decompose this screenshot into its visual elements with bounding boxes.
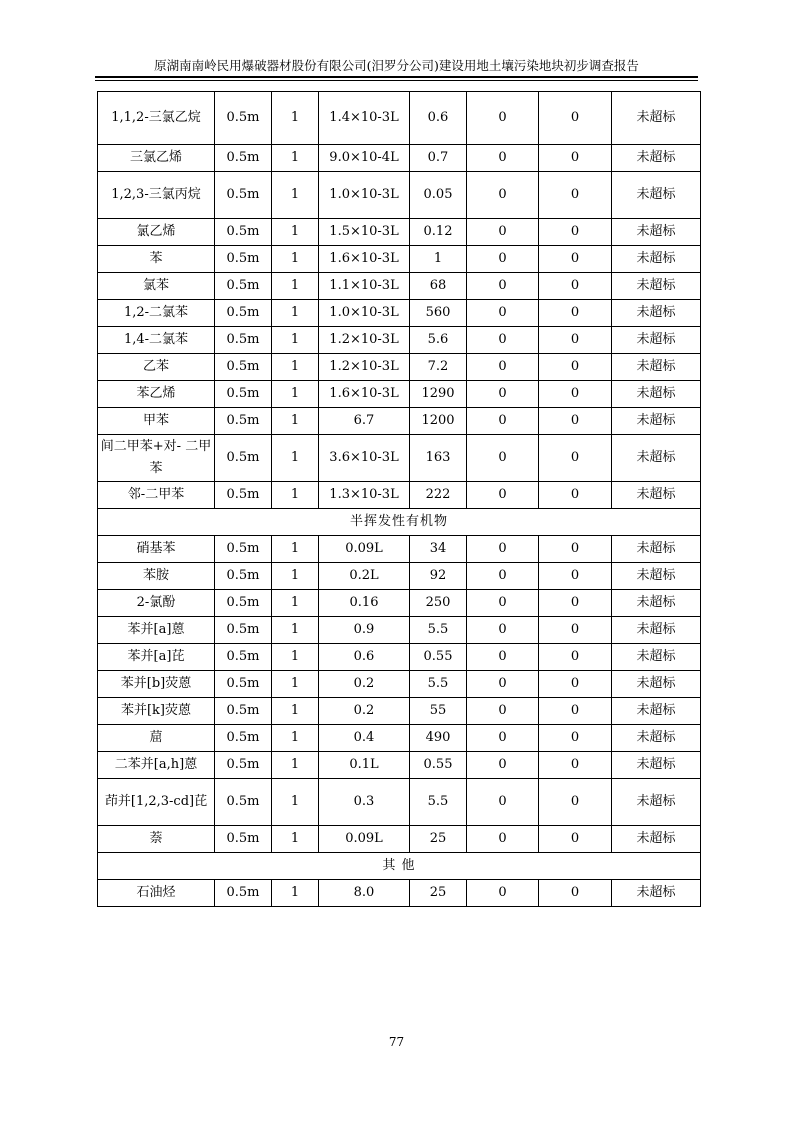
sample-count: 1 <box>272 698 319 725</box>
sample-count: 1 <box>272 435 319 482</box>
pollutant-name: 邻-二甲苯 <box>98 482 215 509</box>
detection-limit: 0.09L <box>319 826 410 853</box>
exceed-rate: 0 <box>539 300 612 327</box>
sample-depth: 0.5m <box>215 273 272 300</box>
exceed-rate: 0 <box>539 246 612 273</box>
exceed-rate: 0 <box>539 172 612 219</box>
sample-depth: 0.5m <box>215 435 272 482</box>
screening-value: 0.6 <box>410 92 467 145</box>
detection-limit: 0.2L <box>319 563 410 590</box>
detection-limit: 1.6×10-3L <box>319 246 410 273</box>
sample-count: 1 <box>272 671 319 698</box>
sample-depth: 0.5m <box>215 590 272 617</box>
exceed-count: 0 <box>467 590 539 617</box>
table-row <box>98 172 701 219</box>
result-status: 未超标 <box>612 246 701 273</box>
exceed-count: 0 <box>467 273 539 300</box>
table-row <box>98 354 701 381</box>
exceed-count: 0 <box>467 725 539 752</box>
result-status: 未超标 <box>612 300 701 327</box>
table-row <box>98 617 701 644</box>
table-row <box>98 327 701 354</box>
screening-value: 5.5 <box>410 779 467 826</box>
table-row <box>98 826 701 853</box>
table-row <box>98 563 701 590</box>
table-row <box>98 671 701 698</box>
result-status: 未超标 <box>612 408 701 435</box>
pollutant-name: 氯苯 <box>98 273 215 300</box>
table-row <box>98 752 701 779</box>
result-status: 未超标 <box>612 145 701 172</box>
table-row <box>98 435 701 482</box>
screening-value: 68 <box>410 273 467 300</box>
header-rule-thick <box>95 76 698 78</box>
result-status: 未超标 <box>612 779 701 826</box>
page-number: 77 <box>388 1035 405 1049</box>
exceed-count: 0 <box>467 354 539 381</box>
sample-count: 1 <box>272 563 319 590</box>
exceed-rate: 0 <box>539 644 612 671</box>
sample-count: 1 <box>272 273 319 300</box>
sample-depth: 0.5m <box>215 408 272 435</box>
pollutant-name: 三氯乙烯 <box>98 145 215 172</box>
detection-limit: 0.2 <box>319 698 410 725</box>
result-status: 未超标 <box>612 482 701 509</box>
section-heading: 半挥发性有机物 <box>98 509 701 536</box>
detection-limit: 8.0 <box>319 880 410 907</box>
screening-value: 5.5 <box>410 617 467 644</box>
result-status: 未超标 <box>612 563 701 590</box>
exceed-rate: 0 <box>539 752 612 779</box>
sample-count: 1 <box>272 880 319 907</box>
detection-limit: 1.5×10-3L <box>319 219 410 246</box>
report-header: 原湖南南岭民用爆破器材股份有限公司(汨罗分公司)建设用地土壤污染地块初步调查报告 <box>154 58 639 73</box>
sample-depth: 0.5m <box>215 145 272 172</box>
screening-value: 34 <box>410 536 467 563</box>
exceed-count: 0 <box>467 92 539 145</box>
exceed-rate: 0 <box>539 826 612 853</box>
table-row <box>98 92 701 145</box>
sample-depth: 0.5m <box>215 880 272 907</box>
table-row <box>98 590 701 617</box>
exceed-rate: 0 <box>539 590 612 617</box>
table-row <box>98 273 701 300</box>
detection-limit: 0.6 <box>319 644 410 671</box>
sample-count: 1 <box>272 246 319 273</box>
sample-depth: 0.5m <box>215 563 272 590</box>
screening-value: 1290 <box>410 381 467 408</box>
pollutant-name: 间二甲苯+对- 二甲苯 <box>98 435 215 482</box>
result-status: 未超标 <box>612 172 701 219</box>
result-status: 未超标 <box>612 381 701 408</box>
sample-depth: 0.5m <box>215 536 272 563</box>
pollutant-name: 茚并[1,2,3-cd]芘 <box>98 779 215 826</box>
exceed-rate: 0 <box>539 536 612 563</box>
result-status: 未超标 <box>612 752 701 779</box>
exceed-count: 0 <box>467 536 539 563</box>
screening-value: 163 <box>410 435 467 482</box>
result-status: 未超标 <box>612 617 701 644</box>
exceed-rate: 0 <box>539 145 612 172</box>
result-status: 未超标 <box>612 725 701 752</box>
table-row <box>98 536 701 563</box>
screening-value: 5.5 <box>410 671 467 698</box>
sample-depth: 0.5m <box>215 381 272 408</box>
exceed-count: 0 <box>467 617 539 644</box>
sample-depth: 0.5m <box>215 617 272 644</box>
result-status: 未超标 <box>612 536 701 563</box>
exceed-count: 0 <box>467 563 539 590</box>
pollutant-name: 1,1,2-三氯乙烷 <box>98 92 215 145</box>
detection-limit: 1.2×10-3L <box>319 327 410 354</box>
detection-limit: 1.3×10-3L <box>319 482 410 509</box>
sample-count: 1 <box>272 826 319 853</box>
sample-depth: 0.5m <box>215 300 272 327</box>
exceed-rate: 0 <box>539 435 612 482</box>
pollutant-name: 1,4-二氯苯 <box>98 327 215 354</box>
sample-count: 1 <box>272 172 319 219</box>
screening-value: 0.05 <box>410 172 467 219</box>
exceed-rate: 0 <box>539 671 612 698</box>
table-row <box>98 408 701 435</box>
pollutant-name: 甲苯 <box>98 408 215 435</box>
result-status: 未超标 <box>612 826 701 853</box>
screening-value: 1200 <box>410 408 467 435</box>
exceed-count: 0 <box>467 327 539 354</box>
sample-count: 1 <box>272 779 319 826</box>
pollutant-name: 萘 <box>98 826 215 853</box>
exceed-count: 0 <box>467 644 539 671</box>
exceed-count: 0 <box>467 435 539 482</box>
screening-value: 250 <box>410 590 467 617</box>
exceed-count: 0 <box>467 408 539 435</box>
sample-depth: 0.5m <box>215 92 272 145</box>
screening-value: 25 <box>410 826 467 853</box>
exceed-count: 0 <box>467 826 539 853</box>
sample-count: 1 <box>272 92 319 145</box>
sample-depth: 0.5m <box>215 246 272 273</box>
screening-value: 1 <box>410 246 467 273</box>
table-row <box>98 779 701 826</box>
pollutant-name: 苯乙烯 <box>98 381 215 408</box>
sample-depth: 0.5m <box>215 644 272 671</box>
table-row <box>98 644 701 671</box>
sample-depth: 0.5m <box>215 172 272 219</box>
sample-count: 1 <box>272 482 319 509</box>
pollutant-name: 硝基苯 <box>98 536 215 563</box>
result-status: 未超标 <box>612 880 701 907</box>
pollutant-name: 䓛 <box>98 725 215 752</box>
table-row <box>98 145 701 172</box>
exceed-count: 0 <box>467 779 539 826</box>
pollutant-name: 苯并[a]芘 <box>98 644 215 671</box>
result-status: 未超标 <box>612 644 701 671</box>
pollutant-name: 1,2,3-三氯丙烷 <box>98 172 215 219</box>
section-row-svoc <box>98 509 701 536</box>
result-status: 未超标 <box>612 435 701 482</box>
result-status: 未超标 <box>612 92 701 145</box>
result-status: 未超标 <box>612 327 701 354</box>
detection-limit: 0.3 <box>319 779 410 826</box>
table-row <box>98 482 701 509</box>
pollutant-name: 1,2-二氯苯 <box>98 300 215 327</box>
sample-depth: 0.5m <box>215 826 272 853</box>
exceed-rate: 0 <box>539 725 612 752</box>
exceed-rate: 0 <box>539 408 612 435</box>
detection-limit: 0.9 <box>319 617 410 644</box>
screening-value: 7.2 <box>410 354 467 381</box>
screening-value: 0.55 <box>410 752 467 779</box>
screening-value: 5.6 <box>410 327 467 354</box>
sample-depth: 0.5m <box>215 752 272 779</box>
detection-limit: 1.1×10-3L <box>319 273 410 300</box>
exceed-rate: 0 <box>539 482 612 509</box>
exceed-rate: 0 <box>539 617 612 644</box>
screening-value: 0.12 <box>410 219 467 246</box>
exceed-rate: 0 <box>539 327 612 354</box>
sample-depth: 0.5m <box>215 725 272 752</box>
pollutant-name: 2-氯酚 <box>98 590 215 617</box>
exceed-count: 0 <box>467 219 539 246</box>
exceed-count: 0 <box>467 246 539 273</box>
exceed-rate: 0 <box>539 273 612 300</box>
detection-limit: 3.6×10-3L <box>319 435 410 482</box>
exceed-rate: 0 <box>539 92 612 145</box>
table-row <box>98 300 701 327</box>
result-status: 未超标 <box>612 671 701 698</box>
exceed-count: 0 <box>467 145 539 172</box>
pollutant-name: 苯并[k]荧蒽 <box>98 698 215 725</box>
exceed-rate: 0 <box>539 381 612 408</box>
pollutant-name: 二苯并[a,h]蒽 <box>98 752 215 779</box>
section-heading: 其 他 <box>98 853 701 880</box>
screening-value: 25 <box>410 880 467 907</box>
detection-limit: 1.2×10-3L <box>319 354 410 381</box>
exceed-count: 0 <box>467 381 539 408</box>
table-row <box>98 219 701 246</box>
detection-limit: 0.16 <box>319 590 410 617</box>
screening-value: 0.55 <box>410 644 467 671</box>
pollutant-name: 苯并[a]蒽 <box>98 617 215 644</box>
result-status: 未超标 <box>612 590 701 617</box>
exceed-count: 0 <box>467 752 539 779</box>
sample-count: 1 <box>272 381 319 408</box>
exceed-count: 0 <box>467 482 539 509</box>
results-table <box>97 91 701 907</box>
sample-depth: 0.5m <box>215 671 272 698</box>
sample-count: 1 <box>272 644 319 671</box>
header-rule-thin <box>95 80 698 81</box>
detection-limit: 1.4×10-3L <box>319 92 410 145</box>
screening-value: 55 <box>410 698 467 725</box>
sample-depth: 0.5m <box>215 327 272 354</box>
exceed-count: 0 <box>467 671 539 698</box>
sample-count: 1 <box>272 536 319 563</box>
sample-count: 1 <box>272 408 319 435</box>
detection-limit: 1.0×10-3L <box>319 300 410 327</box>
table-row <box>98 381 701 408</box>
sample-depth: 0.5m <box>215 482 272 509</box>
sample-count: 1 <box>272 617 319 644</box>
detection-limit: 0.1L <box>319 752 410 779</box>
sample-count: 1 <box>272 219 319 246</box>
sample-depth: 0.5m <box>215 219 272 246</box>
exceed-count: 0 <box>467 172 539 219</box>
detection-limit: 0.09L <box>319 536 410 563</box>
exceed-rate: 0 <box>539 880 612 907</box>
sample-depth: 0.5m <box>215 779 272 826</box>
sample-count: 1 <box>272 752 319 779</box>
table-row <box>98 698 701 725</box>
table-row <box>98 880 701 907</box>
pollutant-name: 石油烃 <box>98 880 215 907</box>
screening-value: 222 <box>410 482 467 509</box>
exceed-rate: 0 <box>539 698 612 725</box>
pollutant-name: 乙苯 <box>98 354 215 381</box>
exceed-rate: 0 <box>539 354 612 381</box>
sample-count: 1 <box>272 300 319 327</box>
detection-limit: 9.0×10-4L <box>319 145 410 172</box>
pollutant-name: 苯并[b]荧蒽 <box>98 671 215 698</box>
detection-limit: 1.6×10-3L <box>319 381 410 408</box>
exceed-rate: 0 <box>539 563 612 590</box>
section-row-other <box>98 853 701 880</box>
detection-limit: 0.4 <box>319 725 410 752</box>
result-status: 未超标 <box>612 354 701 381</box>
sample-count: 1 <box>272 354 319 381</box>
sample-depth: 0.5m <box>215 698 272 725</box>
sample-depth: 0.5m <box>215 354 272 381</box>
result-status: 未超标 <box>612 698 701 725</box>
screening-value: 490 <box>410 725 467 752</box>
exceed-count: 0 <box>467 880 539 907</box>
detection-limit: 1.0×10-3L <box>319 172 410 219</box>
screening-value: 92 <box>410 563 467 590</box>
screening-value: 560 <box>410 300 467 327</box>
sample-count: 1 <box>272 327 319 354</box>
detection-limit: 6.7 <box>319 408 410 435</box>
result-status: 未超标 <box>612 219 701 246</box>
pollutant-name: 氯乙烯 <box>98 219 215 246</box>
table-row <box>98 725 701 752</box>
exceed-count: 0 <box>467 698 539 725</box>
screening-value: 0.7 <box>410 145 467 172</box>
exceed-rate: 0 <box>539 219 612 246</box>
exceed-count: 0 <box>467 300 539 327</box>
result-status: 未超标 <box>612 273 701 300</box>
sample-count: 1 <box>272 725 319 752</box>
exceed-rate: 0 <box>539 779 612 826</box>
pollutant-name: 苯胺 <box>98 563 215 590</box>
sample-count: 1 <box>272 145 319 172</box>
detection-limit: 0.2 <box>319 671 410 698</box>
table-row <box>98 246 701 273</box>
pollutant-name: 苯 <box>98 246 215 273</box>
sample-count: 1 <box>272 590 319 617</box>
